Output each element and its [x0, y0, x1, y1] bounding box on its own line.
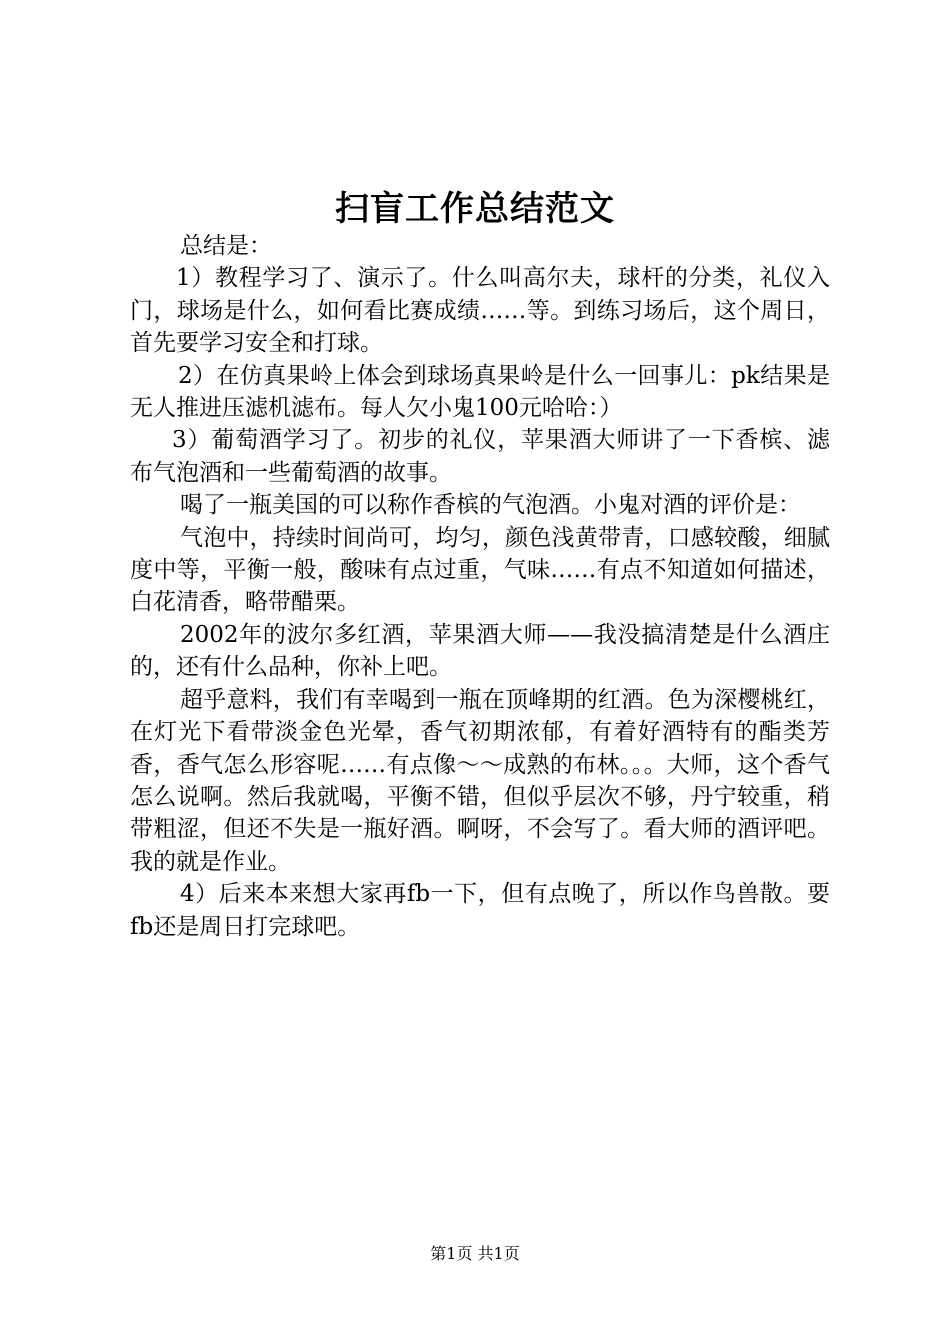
page-title: 扫盲工作总结范文 — [335, 189, 615, 229]
paragraph-intro: 总结是： — [180, 233, 272, 259]
paragraph-sparkling-wine: 喝了一瓶美国的可以称作香槟的气泡酒。小鬼对酒的评价是： — [180, 492, 801, 519]
paragraph-item-2: 2）在仿真果岭上体会到球场真果岭是什么一回事儿：pk结果是无人推进压滤机滤布。每人欠小鬼100元哈哈：） — [130, 362, 830, 422]
document-body — [130, 230, 830, 943]
paragraph-item-4: 4）后来本来想大家再fb一下，但有点晚了，所以作鸟兽散。要fb还是周日打完球吧。 — [130, 881, 830, 940]
paragraph-tasting-notes: 气泡中，持续时间尚可，均匀，颜色浅黄带青，口感较酸，细腻度中等，平衡一般，酸味有点过重，气味……有点不知道如何描述，白花清香，略带醋栗。 — [130, 524, 830, 616]
paragraph-red-wine: 超乎意料，我们有幸喝到一瓶在顶峰期的红酒。色为深樱桃红，在灯光下看带淡金色光晕，香气初期浓郁，有着好酒特有的酯类芳香，香气怎么形容呢……有点像～～成熟的布林。。。大师，这个香气怎么说啊。然后我就喝，平衡不错，但似乎层次不够，丹宁较重，稍带粗涩，但还不失是一瓶好酒。啊呀，不会写了。看大师的酒评吧。我的就是作业。 — [130, 686, 830, 875]
paragraph-bordeaux: 2002年的波尔多红酒，苹果酒大师——我没搞清楚是什么酒庄的，还有什么品种，你补上吧。 — [130, 621, 830, 681]
paragraph-item-1: 1）教程学习了、演示了。什么叫高尔夫，球杆的分类，礼仪入门，球场是什么，如何看比赛成绩……等。到练习场后，这个周日，首先要学习安全和打球。 — [130, 265, 830, 357]
paragraph-item-3: 3）葡萄酒学习了。初步的礼仪，苹果酒大师讲了一下香槟、滤布气泡酒和一些葡萄酒的故事。 — [130, 427, 830, 486]
page-footer: 第1页 共1页 — [430, 1244, 520, 1263]
